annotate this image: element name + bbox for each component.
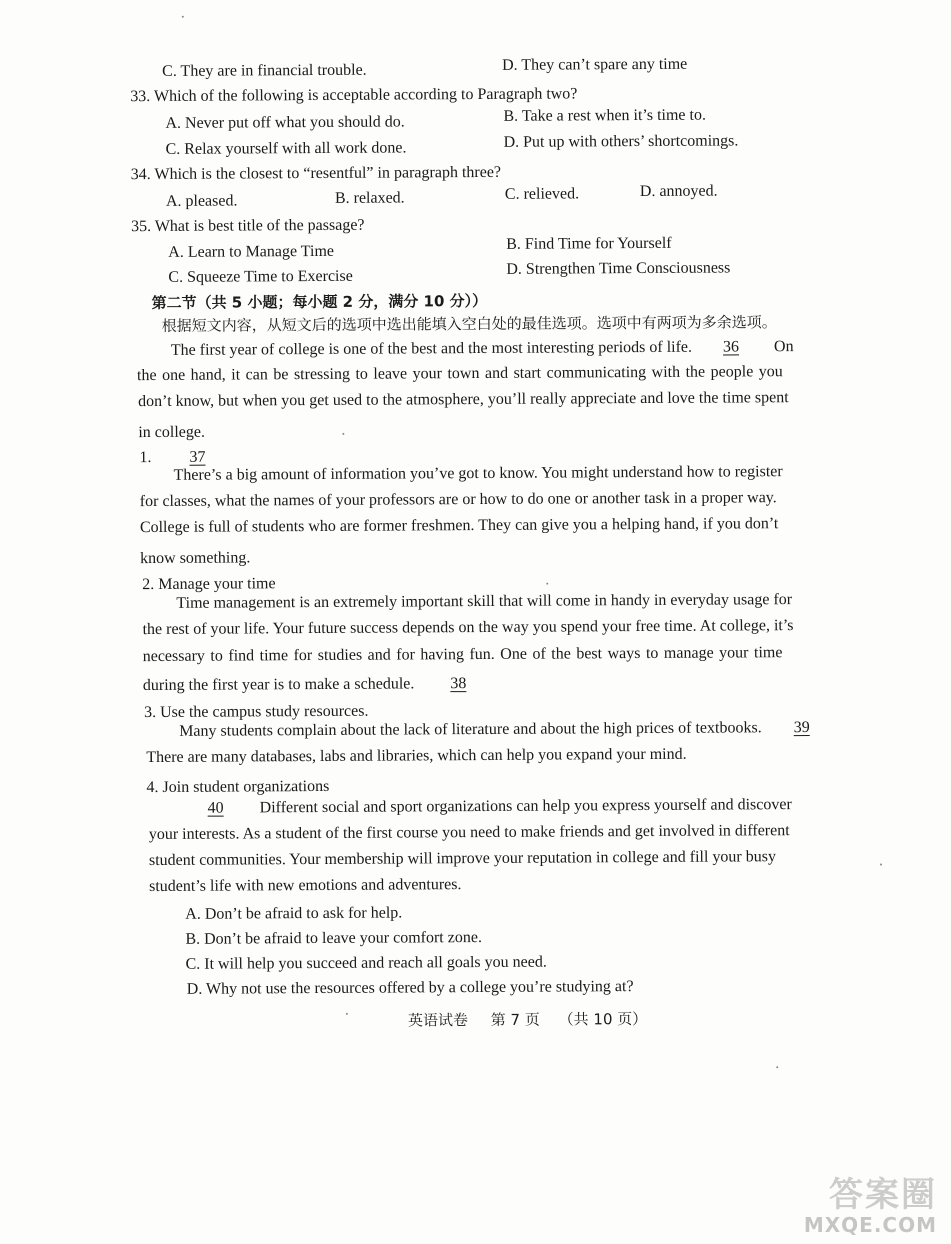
q35-stem: 35. What is best title of the passage?: [131, 216, 365, 236]
q35-option-b: B. Find Time for Yourself: [506, 234, 672, 253]
passage-line: don’t know, but when you get used to the atmosphere, you’ll really appreciate and love the time spent: [138, 389, 789, 411]
passage-line: College is full of students who are former freshmen. They can give you a helping hand, if you don’t: [139, 515, 779, 537]
q34-option-c: C. relieved.: [504, 185, 580, 203]
blank-39: 39: [793, 718, 810, 737]
blank-40: 40: [207, 799, 224, 817]
blank-37: 37: [189, 448, 206, 466]
section-2-instructions: 根据短文内容，从短文后的选项中选出能填入空白处的最佳选项。选项中有两项为多余选项。: [161, 313, 777, 335]
passage-line: the rest of your life. Your future success depends on the way you spend your free time. At college, it’s: [142, 617, 794, 639]
q35-option-d: D. Strengthen Time Consciousness: [506, 259, 731, 278]
heading-4: 4. Join student organizations: [146, 777, 330, 797]
option-a: A. Don’t be afraid to ask for help.: [185, 904, 403, 923]
passage-text: Many students complain about the lack of literature and about the high prices of textbooks.: [179, 719, 762, 740]
passage-text: during the first year is to make a schedule.: [142, 675, 415, 695]
q33-option-b: B. Take a rest when it’s time to.: [503, 106, 707, 125]
passage-line: in college.: [138, 423, 206, 442]
passage-line: necessary to find time for studies and for having fun. One of the best ways to manage your time: [142, 644, 783, 666]
passage-line: [171, 337, 794, 361]
passage-line: [182, 795, 792, 819]
q33-stem: 33. Which of the following is acceptable according to Paragraph two?: [130, 85, 578, 106]
scan-speck: [776, 1066, 778, 1068]
q35-option-c: C. Squeeze Time to Exercise: [168, 267, 353, 286]
footer-total: （共 10 页）: [558, 1009, 648, 1029]
scan-speck: [182, 16, 184, 18]
page-footer: [408, 1009, 647, 1030]
option-d: D. Why not use the resources offered by a college you’re studying at?: [186, 978, 634, 998]
heading-2: 2. Manage your time: [142, 575, 276, 594]
passage-line: There are many databases, labs and libraries, which can help you expand your mind.: [146, 745, 687, 767]
watermark-url: MXQE.COM: [803, 1213, 937, 1237]
passage-text: Different social and sport organizations can help you express yourself and discover: [259, 796, 792, 817]
q34-option-d: D. annoyed.: [639, 182, 718, 201]
blank-38: 38: [450, 675, 467, 693]
section-2-heading: 第二节（共 5 小题；每小题 2 分，满分 10 分））: [151, 291, 488, 313]
passage-line: [179, 718, 810, 742]
q32-option-c: C. They are in financial trouble.: [162, 61, 367, 80]
passage-line: know something.: [140, 549, 251, 568]
passage-text: On: [773, 338, 794, 356]
passage-line: the one hand, it can be stressing to leave your town and start communicating with the people you: [136, 363, 783, 385]
passage-line: student communities. Your membership will improve your reputation in college and fill your busy: [148, 848, 777, 870]
scan-speck: [346, 1013, 348, 1015]
footer-subject: 英语试卷: [407, 1011, 469, 1030]
heading-3: 3. Use the campus study resources.: [143, 702, 369, 722]
q32-option-d: D. They can’t spare any time: [502, 55, 688, 74]
passage-text: The first year of college is one of the best and the most interesting periods of life.: [170, 338, 693, 359]
q35-option-a: A. Learn to Manage Time: [168, 242, 335, 261]
option-c: C. It will help you succeed and reach all goals you need.: [185, 953, 547, 973]
q34-option-a: A. pleased.: [165, 192, 238, 210]
watermark-text: 答案圈: [829, 1175, 937, 1215]
q34-option-b: B. relaxed.: [334, 189, 405, 207]
blank-36: 36: [722, 338, 740, 356]
option-b: B. Don’t be afraid to leave your comfort zone.: [185, 928, 482, 948]
passage-line: for classes, what the names of your professors are or how to do one or another task in a proper way.: [139, 489, 777, 511]
scan-speck: [880, 864, 882, 866]
heading-number: 1.: [139, 449, 152, 467]
scan-speck: [546, 583, 548, 585]
passage-line: your interests. As a student of the first course you need to make friends and get involved in different: [148, 822, 790, 844]
q34-stem: 34. Which is the closest to “resentful” in paragraph three?: [130, 163, 502, 184]
scan-speck: [342, 433, 344, 435]
q33-option-c: C. Relax yourself with all work done.: [165, 139, 407, 158]
passage-line: Time management is an extremely important skill that will come in handy in everyday usage for: [176, 591, 793, 612]
footer-page: 第 7 页: [490, 1010, 540, 1029]
watermark-logo: [803, 1167, 943, 1237]
passage-line: [143, 674, 493, 696]
passage-line: student’s life with new emotions and adventures.: [149, 876, 462, 896]
q33-option-a: A. Never put off what you should do.: [165, 113, 405, 132]
passage-line: There’s a big amount of information you’ve got to know. You might understand how to register: [173, 463, 783, 484]
q33-option-d: D. Put up with others’ shortcomings.: [503, 132, 739, 151]
